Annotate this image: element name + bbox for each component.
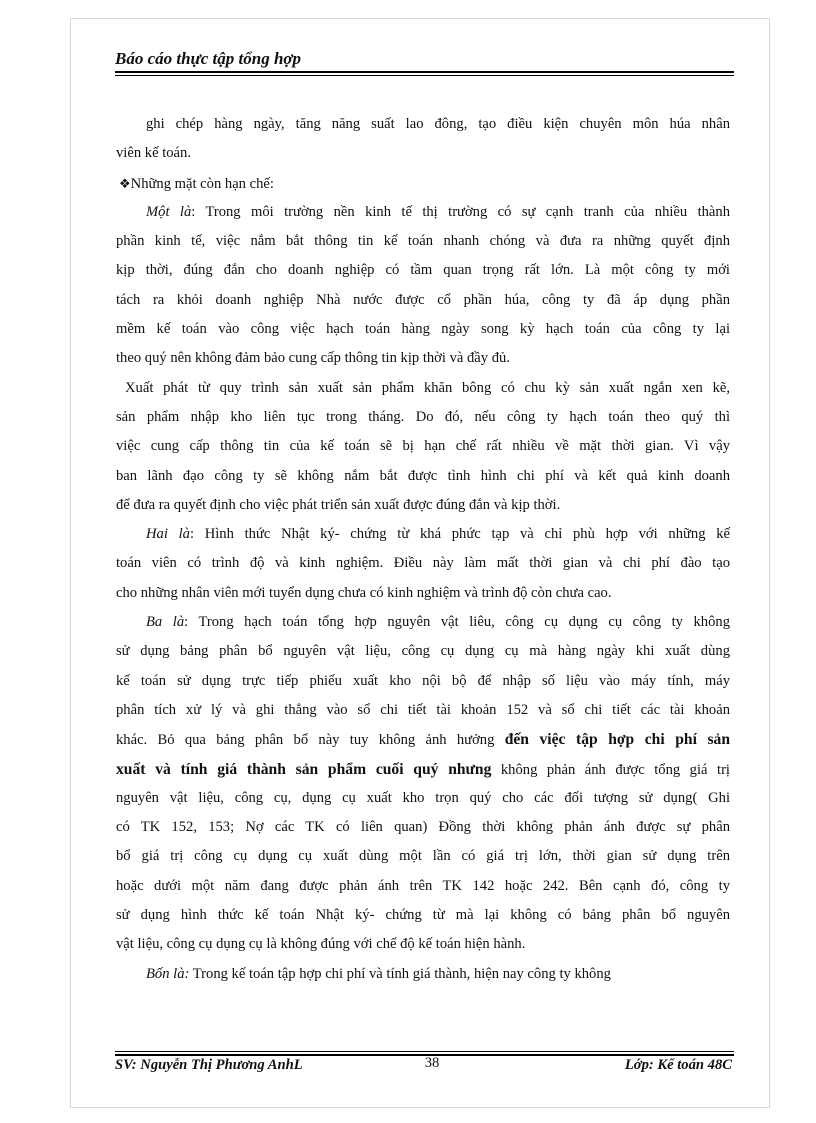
text-line: Hai là: Hình thức Nhật ký- chứng từ khá phức tạp và chỉ phù hợp với những kế [146, 526, 730, 543]
paragraph-lead: Hai là [146, 526, 190, 543]
paragraph-lead: Một là [146, 203, 192, 220]
bullet-heading [116, 169, 730, 198]
text-line: tách ra khỏi doanh nghiệp Nhà nước được cổ phần húa, công ty đã áp dụng phần [116, 291, 730, 308]
text-line: việc cung cấp thông tin của kế toán sẽ bị hạn chế rất nhiều về mặt thời gian. Vì vậy [116, 438, 730, 455]
footer-student: SV: Nguyễn Thị Phương AnhL [115, 1057, 303, 1073]
text-line: kịp thời, đúng đắn cho doanh nghiệp có tầm quan trọng rất lớn. Là một công ty mới [116, 262, 730, 279]
paragraph-lead: Bốn là: [146, 965, 190, 982]
text-line: Một là: Trong môi trường nền kinh tế thị trường có sự cạnh tranh của nhiều thành [146, 203, 731, 220]
text-line: có TK 152, 153; Nợ các TK có liên quan) Đồng thời không phản ánh được sự phân [116, 819, 730, 836]
text-line: ban lãnh đạo công ty sẽ không nắm bắt được tình hình chi phí và kết quả kinh doanh [116, 467, 730, 484]
text-line: mềm kế toán vào công việc hạch toán hàng ngày song kỳ hạch toán của công ty lại [116, 321, 730, 338]
body-text [116, 110, 730, 989]
header-title: Báo cáo thực tập tổng hợp [115, 49, 302, 68]
text-line: xuất và tính giá thành sản phẩm cuối quý nhưng không phản ánh được tổng giá trị [116, 760, 730, 778]
text-line: sử dụng hình thức kế toán Nhật ký- chứng từ mà lại không có bảng phân bổ nguyên [116, 907, 730, 924]
text-line: khác. Bỏ qua bảng phân bổ này tuy không ảnh hưởng đến việc tập hợp chi phí sản [116, 731, 730, 749]
text-line: sản phẩm nhập kho liên tục trong tháng. Do đó, nếu công ty hạch toán theo quý thì [116, 408, 730, 425]
text-line: viên kế toán. [116, 145, 191, 162]
header-rule [115, 71, 734, 73]
text-line: sử dụng bảng phân bổ nguyên vật liệu, công cụ dụng cụ mà hàng ngày khi xuất dùng [116, 643, 730, 660]
text-line: hoặc dưới một năm đang được phản ánh trên TK 142 hoặc 242. Bên cạnh đó, công ty [116, 877, 730, 894]
footer-rule-thin [115, 1051, 734, 1052]
footer-class: Lớp: Kế toán 48C [624, 1057, 732, 1073]
bullet-heading-text: Những mặt còn hạn chế: [130, 175, 274, 192]
page-number: 38 [424, 1055, 440, 1071]
bold-phrase: xuất và tính giá thành sản phẩm cuối quý nhưng [116, 760, 492, 778]
text-line: Bốn là: Trong kế toán tập hợp chi phí và tính giá thành, hiện nay công ty không [146, 965, 611, 982]
bold-phrase: đến việc tập hợp chi phí sản [504, 731, 730, 749]
text-line: cho những nhân viên mới tuyển dụng chưa có kinh nghiệm và trình độ còn chưa cao. [116, 584, 612, 601]
text-line: phân tích xử lý và ghi thẳng vào sổ chi tiết tài khoản 152 và sổ chi tiết các tài khoản [116, 701, 730, 718]
text-line: theo quý nên không đảm bảo cung cấp thông tin kịp thời và đầy đủ. [116, 350, 510, 367]
text-line: để đưa ra quyết định cho việc phát triển sản xuất được đúng đắn và kịp thời. [116, 496, 561, 513]
text-line: vật liệu, công cụ dụng cụ là không đúng với chế độ kế toán hiện hành. [116, 936, 526, 953]
text-line: Xuất phát từ quy trình sản xuất sản phẩm khăn bông có chu kỳ sản xuất ngắn xen kẽ, [125, 379, 730, 396]
text-line: toán viên có trình độ và kinh nghiệm. Điều này làm mất thời gian và chi phí đào tạo [116, 555, 730, 572]
text-line: Ba là: Trong hạch toán tổng hợp nguyên vật liêu, công cụ dụng cụ công ty không [146, 614, 730, 631]
text-line: phần kinh tế, việc nắm bắt thông tin kế toán nhanh chóng và đưa ra những quyết định [116, 233, 730, 250]
text-line: bổ giá trị công cụ dụng cụ xuất dùng một lần có giá trị lớn, thời gian sử dụng trên [116, 848, 730, 865]
text-line: ghi chép hàng ngày, tăng năng suất lao đông, tạo điều kiện chuyên môn húa nhân [146, 116, 730, 132]
diamond-bullet-icon: ❖ [119, 175, 131, 191]
header-rule-thin [115, 75, 734, 76]
paragraph-lead: Ba là [146, 614, 185, 631]
text-line: nguyên vật liệu, công cụ, dụng cụ xuất kho trọn quý cho các đối tượng sử dụng( Ghi [116, 789, 730, 806]
text-line: kế toán sử dụng trực tiếp phiếu xuất kho nội bộ để nhập số liệu vào máy tính, máy [116, 672, 730, 689]
